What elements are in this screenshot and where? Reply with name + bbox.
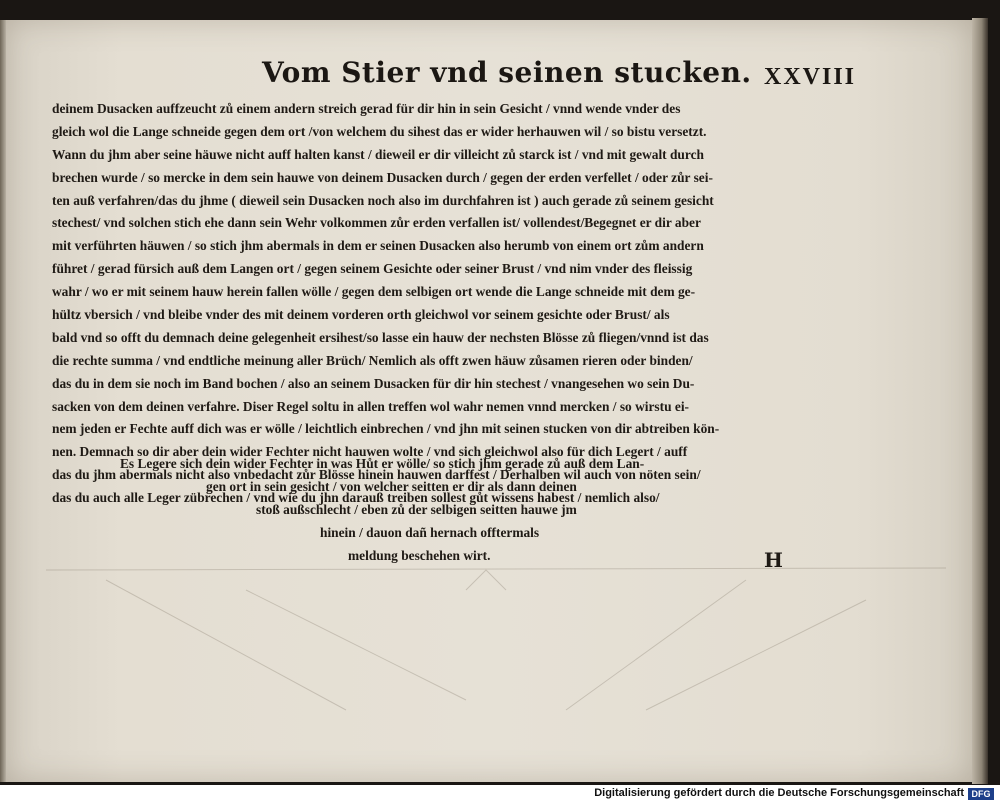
text-line: bald vnd so offt du demnach deine gelegenheit ersihest/so lasse ein hauw der nechsten Blösse zů fliegen/vnnd ist das [52,329,709,345]
text-line: die rechte summa / vnd endtliche meinung aller Brüch/ Nemlich als offt zwen häuw zůsamen rieren oder binden/ [52,352,693,368]
closing-line: hinein / dauon dañ hernach offtermals [320,525,540,540]
text-line: sacken von dem deinen verfahre. Diser Regel soltu in allen treffen wol wahr nemen vnnd mercken / so wirstu ei- [52,398,690,414]
text-line: Wann du jhm aber seine häuwe nicht auff halten kanst / dieweil er dir villeicht zů starck ist / vnd mit gewalt durch [52,146,704,162]
text-line: stechest/ vnd solchen stich ehe dann sein Wehr volkommen zůr erden verfallen ist/ vollendest/Begegnet er dir aber [52,215,701,231]
footer-bar [0,785,1000,804]
text-line: nen. Demnach so dir aber dein wider Fechter nicht hauwen wolte / vnd sich gleichwol also für dich Legert / auff [52,444,688,460]
dfg-logo: DFG [968,788,994,800]
text-line: das du auch alle Leger zübrechen / vnd wie du jhn darauß treiben sollest gůt wissens habest / nemlich also/ [52,490,660,506]
text-line: hültz vbersich / vnd bleibe vnder des mit deinem vorderen orth gleichwol vor seinem gesichte oder Brust/ als [52,307,670,323]
text-line: das du jhm abermals nicht also vnbedacht zůr Blösse hinein hauwen darffest / Derhalben wil auch von nöten sein/ [52,467,701,483]
bleed-through-illustration [46,560,946,730]
text-line: nem jeden er Fechte auff dich was er wölle / leichtlich einbrechen / vnd jhn mit seinen stucken von dir abtreiben kön- [52,421,720,437]
text-line: ten auß verfahren/das du jhme ( dieweil sein Dusacken noch also im durchfahren ist ) auch gerade zů seinem gesicht [52,192,714,208]
main-text-block [52,98,842,510]
folio-number: XXVIII [764,64,857,90]
text-line: das du in dem sie noch im Band bochen / also an seinem Dusacken für dir hin stechest / vnangesehen wo sein Du- [52,375,695,391]
catchword: H [764,548,783,572]
text-line: wahr / wo er mit seinem hauw herein fallen wölle / gegen dem selbigen ort wende die Lange schneide mit dem ge- [52,284,696,300]
page-edge-right [972,18,988,784]
closing-line: meldung beschehen wirt. [348,548,491,563]
text-line: führet / gerad fürsich auß dem Langen ort / gegen seinem Gesichte oder seiner Brust / vnd nim vnder des fleissig [52,261,693,277]
text-line: gleich wol die Lange schneide gegen dem ort /von welchem du sihest das er wider herhauwen wil / so bistu versetzt. [52,123,707,139]
closing-line: Es Legere sich dein wider Fechter in was Hůt er wölle/ so stich jhm gerade zů auß dem Lan- [120,456,645,471]
funding-notice: Digitalisierung gefördert durch die Deutsche Forschungsgemeinschaft [594,787,964,799]
text-line: mit verführten häuwen / so stich jhm abermals in dem er seinen Dusacken also herumb von einem ort zům andern [52,238,704,254]
text-line: deinem Dusacken auffzeucht zů einem andern streich gerad für dir hin in sein Gesicht / vnnd wende vnder des [52,101,681,116]
running-title: Vom Stier vnd seinen stucken. [262,56,752,89]
closing-line: stoß außschlecht / eben zů der selbigen seitten hauwe jm [256,502,577,517]
text-line: brechen wurde / so mercke in dem sein hauwe von deinem Dusacken durch / gegen der erden verfellet / oder zůr sei- [52,169,713,185]
closing-line: gen ort in sein gesicht / von welcher seitten er dir als dann deinen [206,479,577,494]
